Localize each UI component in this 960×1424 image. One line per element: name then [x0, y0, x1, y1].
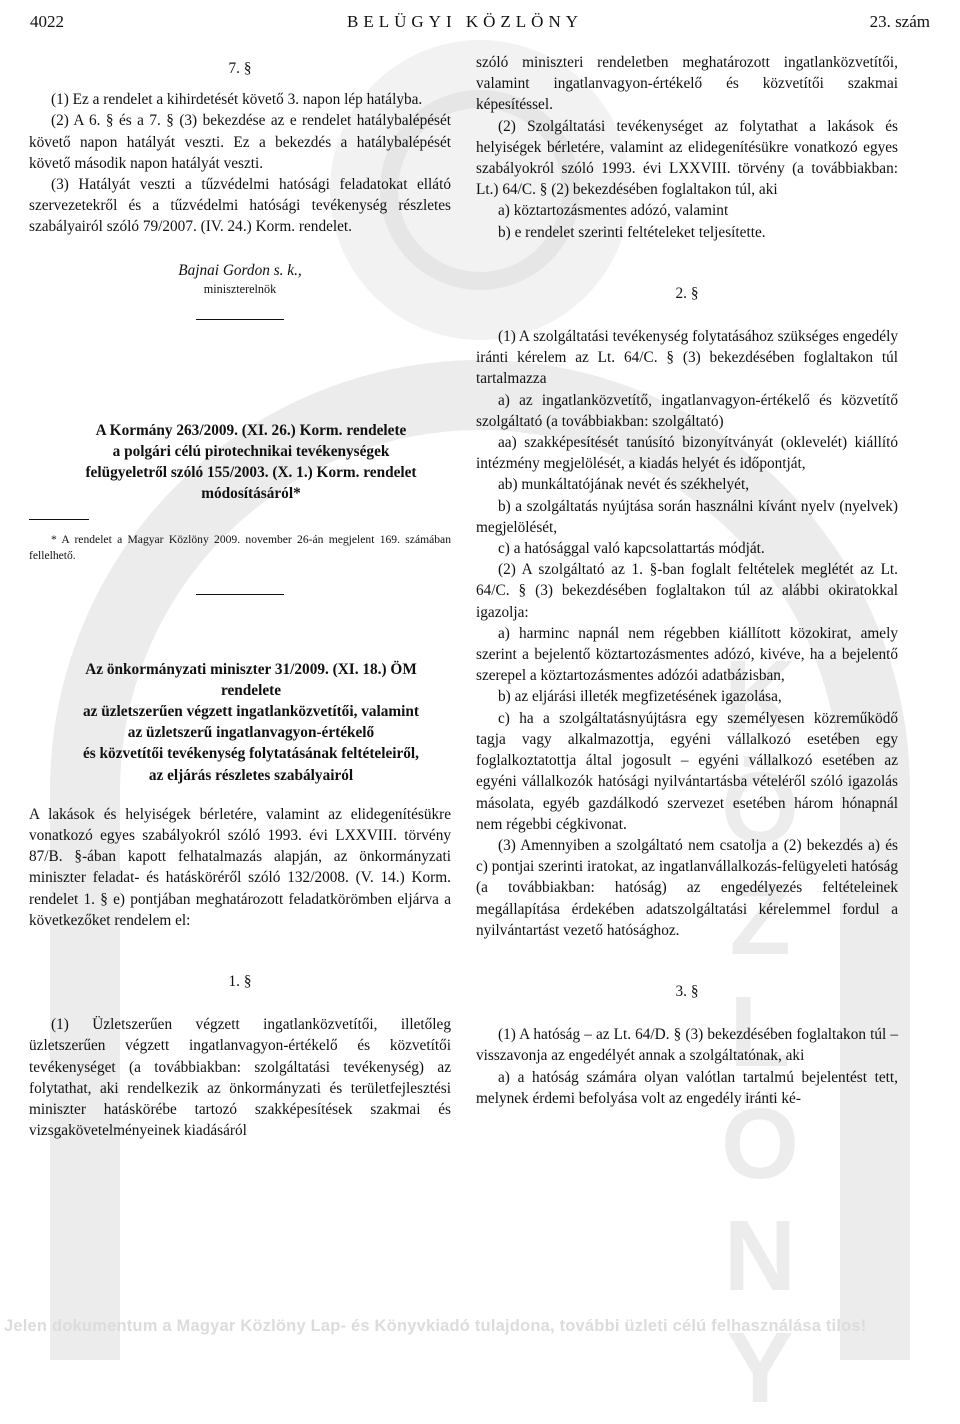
watermark-letter: Y [726, 1312, 794, 1424]
decree-title: Az önkormányzati miniszter 31/2009. (XI. 18.) ÖM [85, 660, 417, 678]
decree-title: az eljárás részletes szabályairól [148, 766, 354, 784]
decree-title: és közvetítői tevékenység folytatásának feltételeiről, [82, 745, 420, 763]
paragraph: szóló miniszteri rendeletben meghatározott ingatlanközvetítői, valamint ingatlanvagyon-értékelő és közvetítői szakmai képesítéssel. [476, 54, 898, 114]
list-item: a) köztartozásmentes adózó, valamint [498, 202, 729, 220]
section-heading: 1. § [228, 973, 252, 991]
issue-number: 23. szám [869, 12, 930, 31]
watermark-letter: N [723, 1200, 797, 1312]
paragraph: (2) A 6. § és a 7. § (3) bekezdése az e rendelet hatálybalépését követő napon hatályát veszti. Ez a bekezdés a hatálybalépését követő második napon hatályát veszti. [29, 112, 451, 172]
decree-title: felügyeletről szóló 155/2003. (X. 1.) Korm. rendelet [85, 464, 417, 482]
decree-title: az üzletszerűen végzett ingatlanközvetítői, valamint [82, 703, 420, 721]
decree-title: A Kormány 263/2009. (XI. 26.) Korm. rendelete [95, 421, 407, 439]
watermark-letter: Ö [721, 1088, 799, 1200]
section-heading: 3. § [675, 982, 699, 1000]
footnote: * A rendelet a Magyar Közlöny 2009. november 26-án megjelent 169. számában fellelhető. [29, 532, 451, 562]
decree-title: a polgári célú pirotechnikai tevékenységek [112, 443, 390, 461]
paragraph: (3) Amennyiben a szolgáltató nem csatolja a (2) bekezdés a) és c) pontjai szerinti iratokat, az ingatlanvállalkozás-felügyeleti hatóság (a továbbiakban: hatóság) az engedélyezés feltételeinek megállapítása érdekében adatszolgáltatási kérelemmel fordul a nyilvántartást vezető hatósághoz. [476, 836, 898, 939]
journal-title: BELÜGYI KÖZLÖNY [347, 12, 584, 31]
preamble: A lakások és helyiségek bérletére, valamint az elidegenítésükre vonatkozó egyes szabályokról szóló 1993. évi LXXVIII. törvény 87/B. §-ában kapott felhatalmazás alapján, az önkormányzati miniszter feladat- és hatásköréről szóló 132/2008. (V. 14.) Korm. rendelet 1. § e) pontjában meghatározott feladatkörömben eljárva a következőket rendelem el: [29, 805, 451, 929]
signature-name: Bajnai Gordon s. k., [178, 261, 302, 279]
list-item: a) harminc napnál nem régebben kiállított közokirat, amely szerint a bejelentő köztartozásmentes adózó, kivéve, ha a bejelentő szerepel a köztartozásmentes adózói adatbázisban, [476, 624, 898, 685]
watermark-letter: K [723, 640, 797, 752]
right-column [476, 52, 898, 1109]
paragraph: (1) A szolgáltatási tevékenység folytatásához szükséges engedély iránti kérelem az Lt. 64/C. § (3) bekezdésében foglaltakon túl tartalmazza [476, 328, 898, 388]
list-item: b) e rendelet szerinti feltételeket teljesítette. [498, 223, 766, 241]
list-item: c) ha a szolgáltatásnyújtásra egy személyesen közreműködő tagja vagy alkalmazottja, egyéni vállalkozó esetében egy foglalkoztatottja által jogosult – egyéni vállalkozó esetében az egyéni vállalkozók hatósági nyilvántartásba vételéről szóló igazolás másolata, egyéb gazdálkodó szervezet esetében három hónapnál nem régebbi cégkivonat. [476, 709, 898, 833]
signature-role: miniszterelnök [203, 281, 277, 296]
paragraph: (1) Üzletszerűen végzett ingatlanközvetítői, illetőleg üzletszerűen végzett ingatlanvagyon-értékelő és közvetítői tevékenységet (a továbbiakban: szolgáltatási tevékenység) az folytathat, aki rendelkezik az önkormányzati és területfejlesztési miniszter hatáskörébe tartozó szakképesítések szakmai és vizsgakövetelményeinek kiadásáról [29, 1016, 451, 1140]
paragraph: (1) Ez a rendelet a kihirdetését követő 3. napon lép hatályba. [51, 91, 423, 109]
page-header [0, 10, 960, 34]
list-item: a) a hatóság számára olyan valótlan tartalmú bejelentést tett, melynek érdemi befolyása volt az engedély iránti ké- [476, 1068, 898, 1107]
left-column [29, 52, 451, 1142]
list-item: b) az eljárási illeték megfizetésének igazolása, [498, 688, 782, 706]
decree-title: módosításáról* [201, 485, 301, 503]
page-number: 4022 [30, 12, 64, 31]
decree-title: az üzletszerű ingatlanvagyon-értékelő [127, 724, 375, 742]
watermark-banner: Jelen dokumentum a Magyar Közlöny Lap- és Könyvkiadó tulajdona, további üzleti célú felhasználása tilos! [4, 1317, 867, 1335]
paragraph: (3) Hatályát veszti a tűzvédelmi hatósági feladatokat ellátó szervezetekről és a tűzvédelmi hatósági tevékenység részletes szabályairól szóló 79/2007. (IV. 24.) Korm. rendelet. [29, 176, 451, 236]
list-item: c) a hatósággal való kapcsolattartás módját. [498, 540, 765, 558]
list-item: a) az ingatlanközvetítő, ingatlanvagyon-értékelő és közvetítő szolgáltató (a továbbiakban: szolgáltató) [476, 391, 898, 430]
paragraph: (1) A hatóság – az Lt. 64/D. § (3) bekezdésében foglaltakon túl – visszavonja az engedélyét annak a szolgáltatónak, aki [476, 1026, 898, 1065]
section-heading: 7. § [228, 60, 252, 77]
list-item: aa) szakképesítését tanúsító bizonyítványát (oklevelét) kiállító intézmény megjelölését, a kiadás helyét és időpontját, [476, 434, 898, 473]
watermark-letter: Z [729, 864, 791, 976]
decree-title: rendelete [220, 681, 282, 699]
paragraph: (2) Szolgáltatási tevékenységet az folytathat a lakások és helyiségek bérletére, valamint az elidegenítésükre vonatkozó egyes szabályokról szóló 1993. évi LXXVIII. törvény (a továbbiakban: Lt.) 64/C. § (2) bekezdésében foglaltakon túl, aki [476, 117, 898, 199]
watermark-letter: Ö [721, 752, 799, 864]
list-item: ab) munkáltatójának nevét és székhelyét, [498, 476, 750, 494]
paragraph: (2) A szolgáltató az 1. §-ban foglalt feltételek meglétét az Lt. 64/C. § (3) bekezdésében foglaltakon túl az alábbi okiratokkal igazolja: [476, 561, 898, 621]
watermark-letter: L [729, 976, 791, 1088]
list-item: b) a szolgáltatás nyújtása során használni kívánt nyelv (nyelvek) megjelölését, [476, 497, 898, 536]
section-heading: 2. § [675, 284, 699, 302]
